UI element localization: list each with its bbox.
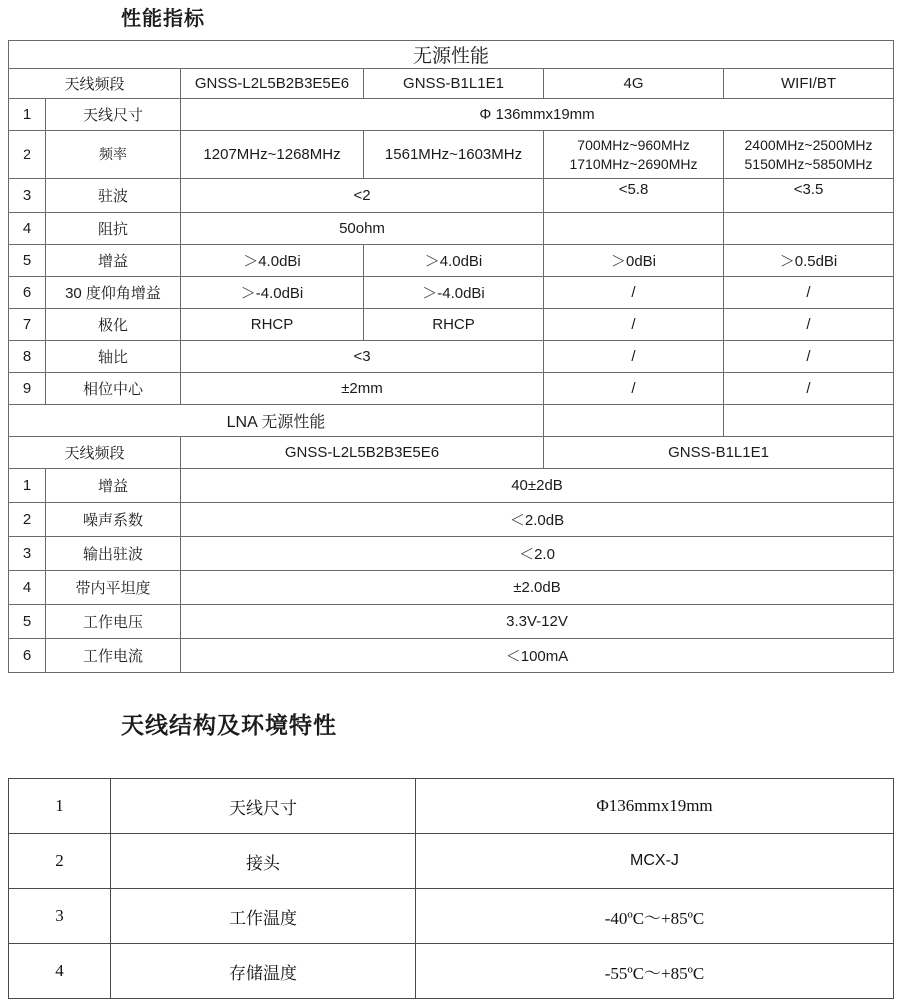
freq-wifi-line1: 2400MHz~2500MHz <box>744 137 873 154</box>
row-label-antenna-size: 天线尺寸 <box>46 99 181 131</box>
col-header-gnss-l2l5: GNSS-L2L5B2B3E5E6 <box>181 69 364 99</box>
cell-impedance-4g <box>544 213 724 245</box>
freq-wifi-line2: 5150MHz~5850MHz <box>744 155 873 172</box>
table-row <box>9 245 894 277</box>
cell-impedance-gnss: 50ohm <box>181 213 544 245</box>
cell-freq-wifi <box>724 131 894 179</box>
row-num: 3 <box>9 889 111 944</box>
table-row <box>9 469 894 503</box>
table-row <box>9 405 894 437</box>
row-num: 6 <box>9 277 46 309</box>
page-title-structure: 天线结构及环境特性 <box>121 713 337 738</box>
table-row <box>9 779 894 834</box>
cell-elev-gain-gnss-l2l5: ＞-4.0dBi <box>181 277 364 309</box>
row-num: 2 <box>9 503 46 537</box>
cell-voltage: 3.3V-12V <box>181 605 894 639</box>
cell-current: ＜100mA <box>181 639 894 673</box>
row-label-connector: 接头 <box>111 834 416 889</box>
row-label-frequency: 频率 <box>46 131 181 179</box>
structure-env-table <box>8 778 894 999</box>
cell-phase-gnss: ±2mm <box>181 373 544 405</box>
table-header-row <box>9 437 894 469</box>
cell-vswr-4g: <5.8 <box>544 179 724 213</box>
row-num: 1 <box>9 779 111 834</box>
cell-axial-wifi: / <box>724 341 894 373</box>
section-title-passive: 无源性能 <box>9 41 894 69</box>
cell-elev-gain-gnss-b1l1e1: ＞-4.0dBi <box>364 277 544 309</box>
cell-antenna-size-value: Φ136mmx19mm <box>416 779 894 834</box>
row-label-voltage: 工作电压 <box>46 605 181 639</box>
row-label-phase-center: 相位中心 <box>46 373 181 405</box>
col-header-4g: 4G <box>544 69 724 99</box>
row-label-elevation-gain: 30 度仰角增益 <box>46 277 181 309</box>
section-title-lna: LNA 无源性能 <box>9 405 544 437</box>
table-row <box>9 571 894 605</box>
row-num: 2 <box>9 834 111 889</box>
row-num: 4 <box>9 944 111 999</box>
row-num: 2 <box>9 131 46 179</box>
cell-phase-wifi: / <box>724 373 894 405</box>
cell-connector-value: MCX-J <box>416 834 894 889</box>
row-label-polarization: 极化 <box>46 309 181 341</box>
cell-elev-gain-wifi: / <box>724 277 894 309</box>
table-row <box>9 503 894 537</box>
table-row <box>9 341 894 373</box>
cell-polar-4g: / <box>544 309 724 341</box>
cell-operating-temp-value: -40ºC～+85ºC <box>416 889 894 944</box>
row-num: 8 <box>9 341 46 373</box>
row-num: 5 <box>9 245 46 277</box>
col-header-gnss-b1l1e1: GNSS-B1L1E1 <box>364 69 544 99</box>
table-row <box>9 41 894 69</box>
table-row <box>9 834 894 889</box>
freq-4g-line2: 1710MHz~2690MHz <box>569 155 698 172</box>
row-label-axial-ratio: 轴比 <box>46 341 181 373</box>
cell-polar-wifi: / <box>724 309 894 341</box>
lna-sec-empty-wifi <box>724 405 894 437</box>
table-row <box>9 537 894 571</box>
cell-gain-gnss-b1l1e1: ＞4.0dBi <box>364 245 544 277</box>
cell-impedance-wifi <box>724 213 894 245</box>
cell-freq-gnss-b1l1e1: 1561MHz~1603MHz <box>364 131 544 179</box>
table-row <box>9 131 894 179</box>
lna-col-header-gnss-l2l5: GNSS-L2L5B2B3E5E6 <box>181 437 544 469</box>
row-label-antenna-size: 天线尺寸 <box>111 779 416 834</box>
cell-vswr-gnss: <2 <box>181 179 544 213</box>
row-label-flatness: 带内平坦度 <box>46 571 181 605</box>
table-row <box>9 213 894 245</box>
row-label-gain: 增益 <box>46 245 181 277</box>
cell-noise-figure: ＜2.0dB <box>181 503 894 537</box>
lna-col-header-gnss-b1l1e1: GNSS-B1L1E1 <box>544 437 894 469</box>
cell-gain-4g: ＞0dBi <box>544 245 724 277</box>
freq-4g-line1: 700MHz~960MHz <box>577 137 690 154</box>
cell-elev-gain-4g: / <box>544 277 724 309</box>
page-title-performance: 性能指标 <box>121 8 205 30</box>
cell-freq-4g <box>544 131 724 179</box>
row-num: 3 <box>9 179 46 213</box>
cell-antenna-size: Φ 136mmx19mm <box>181 99 894 131</box>
table-row <box>9 889 894 944</box>
row-label-storage-temp: 存储温度 <box>111 944 416 999</box>
cell-lna-gain: 40±2dB <box>181 469 894 503</box>
row-label-noise-figure: 噪声系数 <box>46 503 181 537</box>
cell-axial-gnss: <3 <box>181 341 544 373</box>
cell-flatness: ±2.0dB <box>181 571 894 605</box>
lna-sec-empty-4g <box>544 405 724 437</box>
table-header-row <box>9 69 894 99</box>
col-header-wifi-bt: WIFI/BT <box>724 69 894 99</box>
table-row <box>9 277 894 309</box>
passive-performance-table <box>8 40 894 673</box>
cell-phase-4g: / <box>544 373 724 405</box>
col-header-band: 天线频段 <box>9 69 181 99</box>
row-label-current: 工作电流 <box>46 639 181 673</box>
lna-col-header-band: 天线频段 <box>9 437 181 469</box>
row-num: 5 <box>9 605 46 639</box>
cell-axial-4g: / <box>544 341 724 373</box>
cell-freq-gnss-l2l5: 1207MHz~1268MHz <box>181 131 364 179</box>
cell-polar-gnss-b1l1e1: RHCP <box>364 309 544 341</box>
row-label-output-vswr: 输出驻波 <box>46 537 181 571</box>
table-row <box>9 944 894 999</box>
table-row <box>9 605 894 639</box>
row-label-impedance: 阻抗 <box>46 213 181 245</box>
row-num: 4 <box>9 571 46 605</box>
row-num: 9 <box>9 373 46 405</box>
row-num: 3 <box>9 537 46 571</box>
row-num: 7 <box>9 309 46 341</box>
cell-storage-temp-value: -55ºC～+85ºC <box>416 944 894 999</box>
cell-output-vswr: ＜2.0 <box>181 537 894 571</box>
table-row <box>9 309 894 341</box>
table-row <box>9 99 894 131</box>
cell-vswr-wifi: <3.5 <box>724 179 894 213</box>
row-label-lna-gain: 增益 <box>46 469 181 503</box>
row-num: 1 <box>9 469 46 503</box>
row-num: 4 <box>9 213 46 245</box>
cell-gain-wifi: ＞0.5dBi <box>724 245 894 277</box>
row-label-vswr: 驻波 <box>46 179 181 213</box>
cell-gain-gnss-l2l5: ＞4.0dBi <box>181 245 364 277</box>
table-row <box>9 179 894 213</box>
row-num: 1 <box>9 99 46 131</box>
table-row <box>9 639 894 673</box>
row-label-operating-temp: 工作温度 <box>111 889 416 944</box>
table-row <box>9 373 894 405</box>
cell-polar-gnss-l2l5: RHCP <box>181 309 364 341</box>
row-num: 6 <box>9 639 46 673</box>
